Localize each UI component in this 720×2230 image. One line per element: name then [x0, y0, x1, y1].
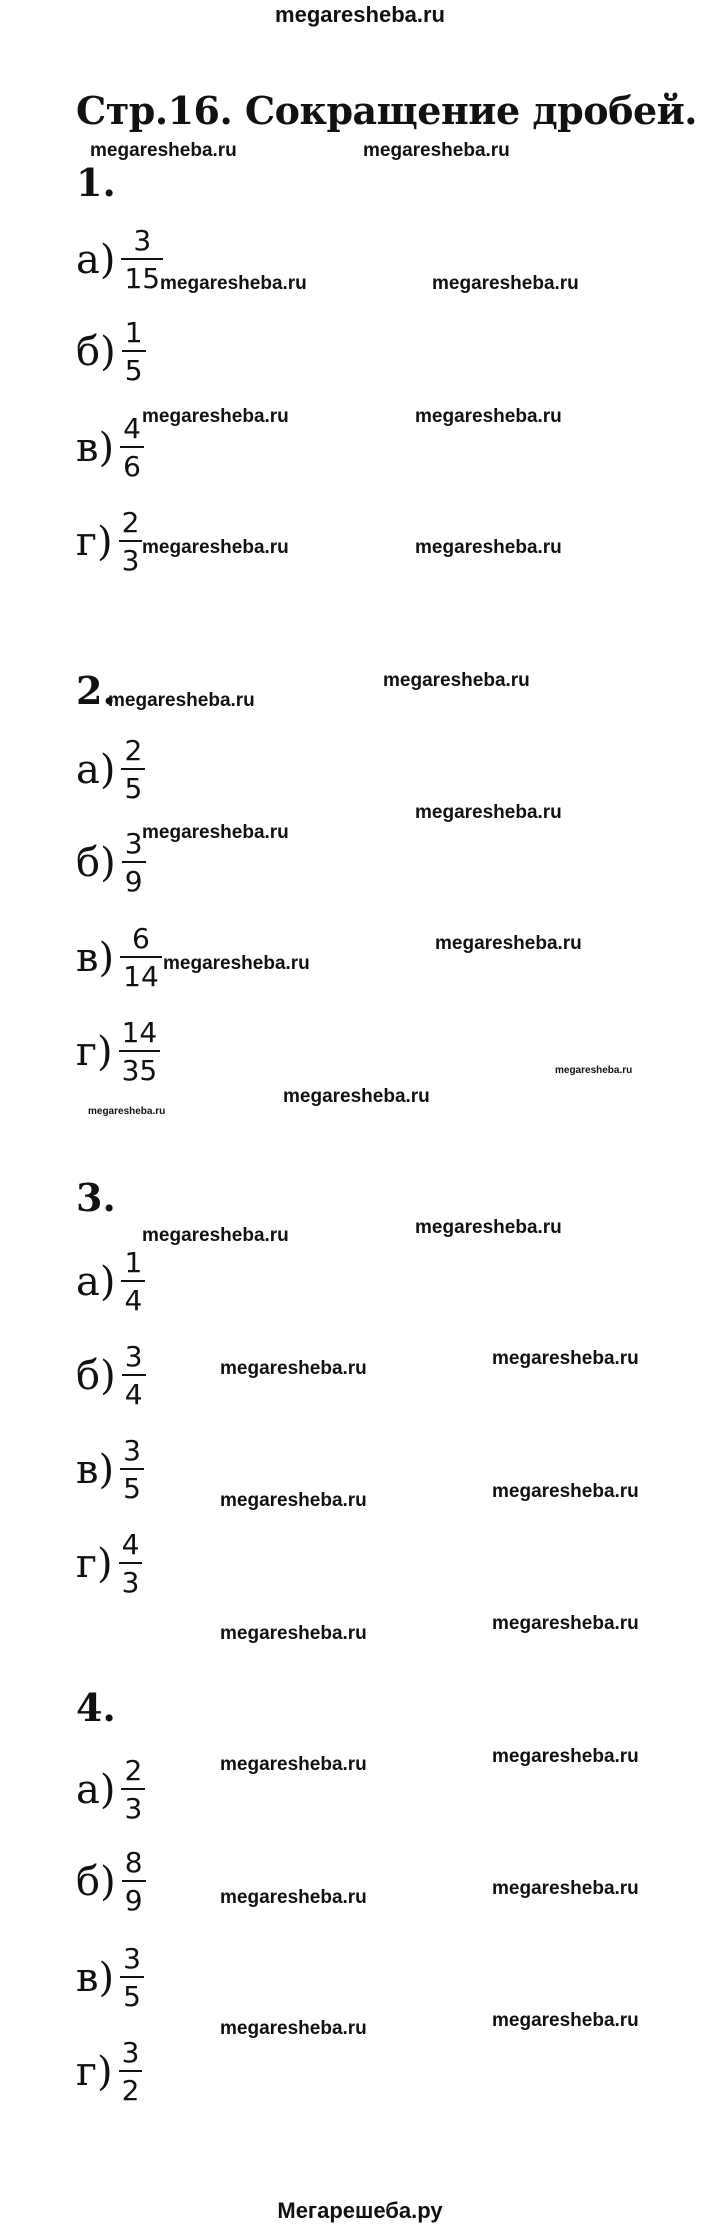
denominator: 6 [123, 450, 141, 483]
answer-label: а) [76, 1767, 116, 1813]
numerator: 4 [123, 412, 141, 445]
watermark: megaresheba.ru [383, 670, 530, 691]
watermark: megaresheba.ru [492, 1613, 639, 1634]
denominator: 14 [123, 960, 159, 993]
fraction [119, 506, 143, 577]
numerator: 3 [123, 1434, 141, 1467]
task-3-answer-b [76, 1336, 146, 1416]
answer-label: а) [76, 1259, 116, 1305]
answer-label: г) [76, 2049, 113, 2095]
fraction [120, 1434, 144, 1505]
task-4-answer-c [76, 1938, 144, 2018]
fraction [119, 1016, 161, 1087]
task-3-number: 3. [76, 1175, 116, 1220]
watermark: megaresheba.ru [432, 273, 579, 294]
denominator: 3 [121, 544, 140, 577]
denominator: 4 [124, 1378, 143, 1411]
watermark: megaresheba.ru [220, 1490, 367, 1511]
fraction [120, 412, 144, 483]
fraction [121, 224, 163, 295]
task-1-number: 1. [76, 160, 116, 205]
fraction [121, 1754, 145, 1825]
task-2-answer-a [76, 730, 145, 810]
denominator: 5 [124, 354, 143, 387]
task-3-answer-a [76, 1242, 145, 1322]
answer-label: г) [76, 1541, 113, 1587]
watermark: megaresheba.ru [415, 406, 562, 427]
watermark: megaresheba.ru [415, 1217, 562, 1238]
watermark: megaresheba.ru [88, 1106, 166, 1117]
answer-label: а) [76, 237, 116, 283]
task-4-answer-a [76, 1750, 145, 1830]
fraction [122, 1846, 146, 1917]
denominator: 3 [121, 1566, 140, 1599]
denominator: 4 [124, 1284, 143, 1317]
watermark: megaresheba.ru [492, 1878, 639, 1899]
fraction [121, 1246, 145, 1317]
answer-label: в) [76, 1447, 115, 1493]
fraction [119, 2036, 143, 2107]
watermark: megaresheba.ru [415, 802, 562, 823]
answer-label: г) [76, 1029, 113, 1075]
answer-label: б) [76, 1859, 116, 1905]
task-1-answer-c [76, 408, 144, 488]
numerator: 3 [124, 827, 143, 860]
numerator: 3 [123, 1942, 141, 1975]
numerator: 8 [124, 1846, 143, 1879]
watermark: megaresheba.ru [142, 1225, 289, 1246]
numerator: 2 [124, 1754, 143, 1787]
watermark: megaresheba.ru [163, 953, 310, 974]
watermark: megaresheba.ru [492, 1348, 639, 1369]
task-2-answer-d [76, 1012, 160, 1092]
answer-label: б) [76, 329, 116, 375]
watermark: megaresheba.ru [492, 1481, 639, 1502]
numerator: 4 [121, 1528, 140, 1561]
task-3-answer-c [76, 1430, 144, 1510]
denominator: 35 [121, 1054, 158, 1087]
numerator: 3 [133, 224, 152, 257]
denominator: 5 [124, 772, 143, 805]
answer-label: в) [76, 425, 115, 471]
watermark: megaresheba.ru [142, 537, 289, 558]
task-3-answer-d [76, 1524, 142, 1604]
site-header: megaresheba.ru [275, 2, 445, 27]
watermark: megaresheba.ru [220, 1623, 367, 1644]
fraction [122, 1340, 146, 1411]
task-4-answer-b [76, 1842, 146, 1922]
answer-label: б) [76, 1353, 116, 1399]
watermark: megaresheba.ru [142, 822, 289, 843]
task-2-answer-b [76, 823, 146, 903]
numerator: 3 [124, 1340, 143, 1373]
watermark: megaresheba.ru [160, 273, 307, 294]
watermark: megaresheba.ru [142, 406, 289, 427]
numerator: 2 [121, 506, 140, 539]
watermark: megaresheba.ru [363, 140, 510, 161]
task-2-number: 2. [76, 668, 116, 713]
answer-label: в) [76, 935, 115, 981]
task-4-answer-d [76, 2032, 142, 2112]
numerator: 6 [132, 922, 150, 955]
watermark: megaresheba.ru [108, 690, 255, 711]
task-1-answer-d [76, 502, 142, 582]
watermark: megaresheba.ru [415, 537, 562, 558]
watermark: megaresheba.ru [492, 1746, 639, 1767]
watermark: megaresheba.ru [220, 1358, 367, 1379]
task-2-answer-c [76, 918, 162, 998]
watermark: megaresheba.ru [220, 1887, 367, 1908]
numerator: 1 [124, 1246, 143, 1279]
watermark: megaresheba.ru [492, 2010, 639, 2031]
answer-label: г) [76, 519, 113, 565]
answer-label: в) [76, 1955, 115, 2001]
task-4-number: 4. [76, 1685, 116, 1730]
task-1-answer-b [76, 312, 146, 392]
watermark: megaresheba.ru [220, 1754, 367, 1775]
fraction [120, 922, 162, 993]
fraction [120, 1942, 144, 2013]
numerator: 1 [124, 316, 143, 349]
denominator: 15 [124, 262, 161, 295]
watermark: megaresheba.ru [283, 1086, 430, 1107]
answer-label: а) [76, 747, 116, 793]
denominator: 5 [123, 1980, 141, 2013]
denominator: 9 [124, 865, 143, 898]
fraction [121, 734, 145, 805]
denominator: 9 [124, 1884, 143, 1917]
denominator: 5 [123, 1472, 141, 1505]
fraction [119, 1528, 143, 1599]
numerator: 2 [124, 734, 143, 767]
watermark: megaresheba.ru [435, 933, 582, 954]
numerator: 3 [121, 2036, 140, 2069]
watermark: megaresheba.ru [90, 140, 237, 161]
watermark: megaresheba.ru [555, 1065, 633, 1076]
answer-label: б) [76, 840, 116, 886]
task-1-answer-a [76, 220, 163, 300]
site-footer: Мегарешеба.ру [277, 2198, 443, 2223]
denominator: 2 [121, 2074, 140, 2107]
fraction [122, 316, 146, 387]
denominator: 3 [124, 1792, 143, 1825]
page-title: Стр.16. Сокращение дробей. [76, 88, 698, 133]
numerator: 14 [121, 1016, 158, 1049]
watermark: megaresheba.ru [220, 2018, 367, 2039]
